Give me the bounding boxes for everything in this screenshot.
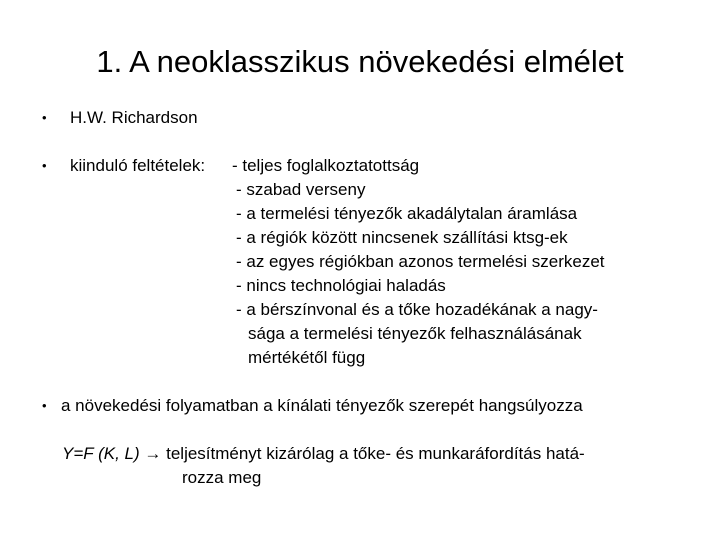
- condition-item: - az egyes régiókban azonos termelési szerkezet: [236, 252, 605, 271]
- slide-title: 1. A neoklasszikus növekedési elmélet: [96, 44, 624, 79]
- formula-text: teljesítményt kizárólag a tőke- és munkaráfordítás hatá-: [166, 444, 585, 463]
- condition-item: - nincs technológiai haladás: [236, 276, 446, 295]
- bullet-3-marker: •: [42, 398, 47, 413]
- arrow-icon: →: [144, 444, 162, 463]
- bullet-2-marker: •: [42, 158, 47, 173]
- bullet-1-marker: •: [42, 110, 47, 125]
- condition-item: - szabad verseny: [236, 180, 366, 199]
- condition-first: - teljes foglalkoztatottság: [232, 156, 420, 175]
- condition-item: - a régiók között nincsenek szállítási ktsg-ek: [236, 228, 568, 247]
- bullet-1-text: H.W. Richardson: [70, 108, 198, 127]
- condition-item: - a termelési tényezők akadálytalan áramlása: [236, 204, 578, 223]
- condition-continuation: sága a termelési tényezők felhasználásának: [248, 324, 582, 343]
- formula-expression: Y=F (K, L): [62, 444, 140, 463]
- condition-item: - a bérszínvonal és a tőke hozadékának a nagy-: [236, 300, 598, 319]
- bullet-2-label: kiinduló feltételek:: [70, 156, 206, 175]
- formula-line-2: rozza meg: [182, 468, 262, 487]
- formula-line-1: [62, 442, 585, 466]
- condition-continuation: mértékétől függ: [248, 348, 366, 367]
- bullet-3-text: a növekedési folyamatban a kínálati tényezők szerepét hangsúlyozza: [61, 396, 583, 415]
